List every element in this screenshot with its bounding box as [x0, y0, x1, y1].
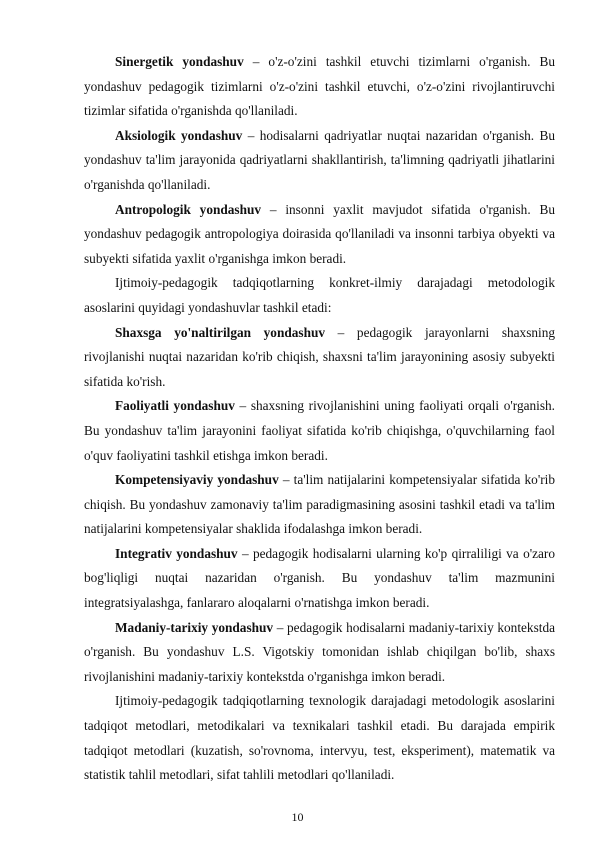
paragraph-text: – pedagogik hodisalarni ularning ko'p qirraliligi va o'zaro bog'liqligi nuqtai nazaridan o'rganish. Bu yondashuv ta'lim mazmunini integratsiyalashga, fanlararo aloqalarni o'rnatishga imkon beradi.	[84, 545, 556, 611]
paragraph-term: Integrativ yondashuv	[115, 545, 238, 561]
paragraph-integrative	[84, 542, 555, 616]
document-page	[84, 50, 555, 788]
paragraph-term: Shaxsga yo'naltirilgan yondashuv	[115, 324, 326, 340]
paragraph-text: – hodisalarni qadriyatlar nuqtai nazaridan o'rganish. Bu yondashuv ta'lim jarayonida qadriyatlarni shakllantirish, ta'limning qadriyatli jihatlarini o'rganishda qo'llaniladi.	[84, 127, 555, 192]
paragraph-text: – shaxsning rivojlanishini uning faoliyati orqali o'rganish. Bu yondashuv ta'lim jarayonini faoliyat sifatida ko'rib chiqishga, o'quvchilarning faol o'quv faoliyatini tashkil etishga imkon beradi.	[84, 398, 555, 463]
paragraph-activity	[84, 394, 555, 468]
paragraph-competency	[84, 468, 555, 542]
paragraph-term: Sinergetik yondashuv	[115, 54, 244, 69]
paragraph-text: – o'z-o'zini tashkil etuvchi tizimlarni o'rganish. Bu yondashuv pedagogik tizimlarni o'z-o'zini tashkil etuvchi, o'z-o'zini rivojlantiruvchi tizimlar sifatida o'rganishda qo'llaniladi.	[84, 54, 555, 119]
paragraph-anthropological	[84, 198, 555, 272]
paragraph-term: Antropologik yondashuv	[115, 201, 262, 217]
paragraph-text: – ta'lim natijalarini kompetensiyalar sifatida ko'rib chiqish. Bu yondashuv zamonaviy ta'lim paradigmasining asosini tashkil etadi va ta'lim natijalarini kompetensiyalar shaklida ifodalashga imkon beradi.	[84, 472, 555, 537]
paragraph-text: – insonni yaxlit mavjudot sifatida o'rganish. Bu yondashuv pedagogik antropologiya doirasida qo'llaniladi va insonni tarbiya obyekti va subyekti sifatida yaxlit o'rganishga imkon beradi.	[84, 201, 555, 266]
paragraph-term: Madaniy-tarixiy yondashuv	[115, 619, 274, 635]
paragraph-text: – pedagogik jarayonlarni shaxsning rivojlanishi nuqtai nazaridan ko'rib chiqish, shaxsni ta'lim jarayonining asosiy subyekti sifatida ko'rish.	[84, 324, 556, 389]
paragraph-term: Aksiologik yondashuv	[115, 127, 243, 143]
page-number: 10	[291, 810, 304, 824]
paragraph-term: Faoliyatli yondashuv	[115, 398, 235, 414]
paragraph-synergetic	[84, 50, 555, 124]
paragraph-text: Ijtimoiy-pedagogik tadqiqotlarning konkret-ilmiy darajadagi metodologik asoslarini quyidagi yondashuvlar tashkil etadi:	[84, 275, 555, 315]
paragraph-axiological	[84, 124, 555, 198]
paragraph-term: Kompetensiyaviy yondashuv	[115, 472, 279, 488]
paragraph-text: – pedagogik hodisalarni madaniy-tarixiy kontekstda o'rganish. Bu yondashuv L.S. Vigotskiy tomonidan ishlab chiqilgan bo'lib, shaxs rivojlanishini madaniy-tarixiy kontekstda o'rganishga imkon beradi.	[84, 619, 555, 684]
paragraph-technological-level	[84, 689, 555, 787]
paragraph-concrete-scientific-intro	[84, 271, 555, 320]
paragraph-person-oriented	[84, 321, 555, 395]
paragraph-cultural-historical	[84, 616, 555, 690]
paragraph-text: Ijtimoiy-pedagogik tadqiqotlarning texnologik darajadagi metodologik asoslarini tadqiqot metodlari, metodikalari va texnikalari tashkil etadi. Bu darajada empirik tadqiqot metodlari (kuzatish, so'rovnoma, intervyu, test, eksperiment), matematik va statistik tahlil metodlari, sifat tahlili metodlari qo'llaniladi.	[84, 693, 555, 783]
